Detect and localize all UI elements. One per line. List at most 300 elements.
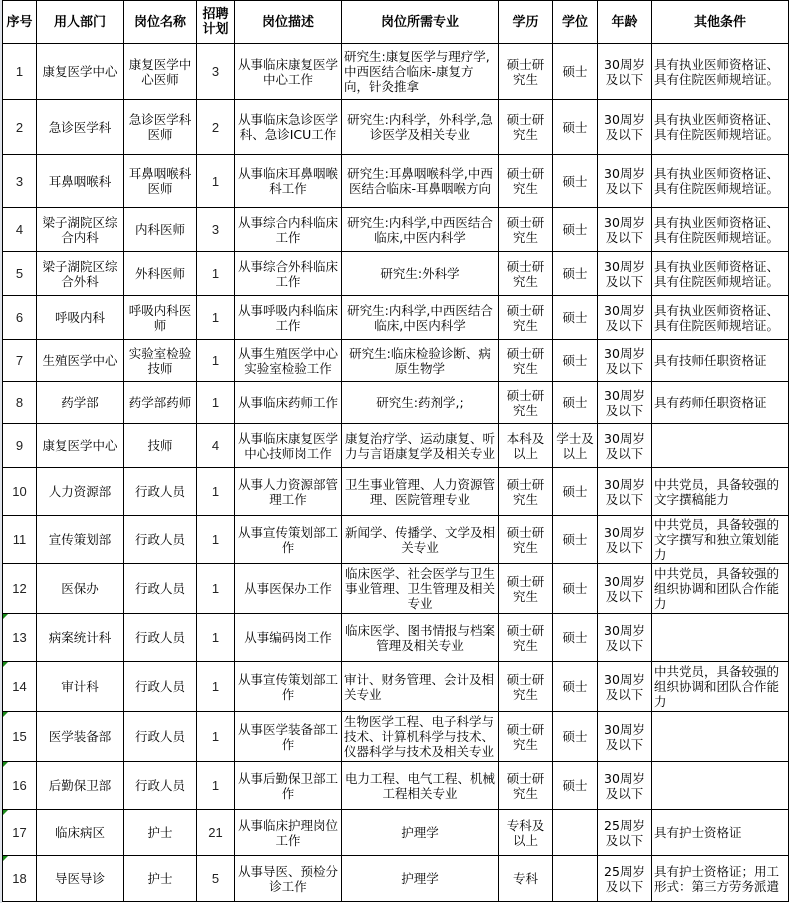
cell-dept[interactable] (37, 424, 124, 468)
cell-other[interactable] (652, 468, 789, 516)
cell-degree[interactable] (553, 296, 598, 340)
cell-desc[interactable] (235, 762, 342, 810)
cell-major-text: 研究生:外科学 (380, 266, 460, 281)
cell-no[interactable] (3, 810, 37, 856)
cell-major[interactable] (342, 252, 499, 296)
cell-major[interactable] (342, 208, 499, 252)
cell-other-text: 具有技师任职资格证 (654, 353, 767, 368)
cell-post-text: 行政人员 (134, 729, 185, 744)
cell-post[interactable] (124, 252, 197, 296)
cell-no[interactable] (3, 208, 37, 252)
cell-degree-text: 硕士 (562, 222, 588, 237)
cell-plan-text: 1 (211, 266, 220, 281)
cell-age-text: 30周岁及以下 (604, 671, 645, 702)
cell-post-text: 呼吸内科医师 (128, 302, 192, 333)
cell-dept[interactable] (37, 856, 124, 902)
cell-plan-text: 1 (211, 581, 220, 596)
table-row (3, 516, 789, 564)
cell-other-text: 具有执业医师资格证、具有住院医师规培证。 (654, 56, 780, 87)
cell-plan[interactable] (197, 516, 235, 564)
cell-major[interactable] (342, 382, 499, 424)
cell-desc-text: 从事临床护理岗位工作 (237, 817, 338, 848)
cell-no[interactable] (3, 382, 37, 424)
cell-major-text: 护理学 (401, 825, 439, 840)
cell-other[interactable] (652, 564, 789, 614)
header-plan: 招聘计划 (197, 1, 235, 44)
cell-other-text: 具有执业医师资格证、具有住院医师规培证。 (654, 166, 780, 196)
cell-plan-text: 1 (211, 532, 220, 547)
cell-post[interactable] (124, 208, 197, 252)
cell-degree[interactable] (553, 762, 598, 810)
cell-plan[interactable] (197, 44, 235, 100)
cell-edu-text: 硕士研究生 (506, 573, 545, 604)
cell-post-text: 行政人员 (134, 778, 185, 793)
cell-other-text: 具有执业医师资格证、具有住院医师规培证。 (654, 214, 780, 245)
cell-dept[interactable] (37, 44, 124, 100)
cell-degree[interactable] (553, 712, 598, 762)
cell-edu-text: 硕士研究生 (506, 721, 545, 752)
cell-plan[interactable] (197, 155, 235, 208)
cell-plan[interactable] (197, 296, 235, 340)
cell-age[interactable] (598, 564, 652, 614)
cell-age[interactable] (598, 516, 652, 564)
cell-desc[interactable] (235, 208, 342, 252)
cell-plan-text: 3 (211, 64, 220, 79)
cell-edu[interactable] (499, 424, 553, 468)
header-post: 岗位名称 (124, 1, 197, 44)
cell-edu[interactable] (499, 614, 553, 662)
cell-degree[interactable] (553, 424, 598, 468)
cell-edu-text: 专科 (512, 871, 538, 886)
cell-major[interactable] (342, 516, 499, 564)
cell-post[interactable] (124, 856, 197, 902)
cell-dept[interactable] (37, 614, 124, 662)
cell-major-text: 护理学 (401, 871, 439, 886)
cell-major[interactable] (342, 155, 499, 208)
cell-age-text: 25周岁及以下 (604, 863, 645, 894)
cell-edu[interactable] (499, 662, 553, 712)
cell-dept[interactable] (37, 208, 124, 252)
cell-major[interactable] (342, 762, 499, 810)
cell-edu[interactable] (499, 296, 553, 340)
cell-dept[interactable] (37, 382, 124, 424)
cell-no[interactable] (3, 340, 37, 382)
cell-degree-text: 硕士 (562, 266, 588, 281)
cell-plan-text: 1 (211, 353, 220, 368)
cell-post[interactable] (124, 155, 197, 208)
cell-edu[interactable] (499, 44, 553, 100)
cell-major[interactable] (342, 614, 499, 662)
cell-degree[interactable] (553, 468, 598, 516)
table-row (3, 44, 789, 100)
cell-post[interactable] (124, 614, 197, 662)
cell-edu[interactable] (499, 516, 553, 564)
cell-plan-text: 1 (211, 630, 220, 645)
cell-age[interactable] (598, 712, 652, 762)
cell-plan[interactable] (197, 382, 235, 424)
cell-post[interactable] (124, 810, 197, 856)
cell-no[interactable] (3, 468, 37, 516)
cell-plan-text: 4 (211, 438, 220, 453)
cell-dept-text: 呼吸内科 (54, 310, 105, 325)
cell-major[interactable] (342, 468, 499, 516)
table-row (3, 468, 789, 516)
cell-degree-text: 硕士 (562, 310, 588, 325)
cell-dept[interactable] (37, 516, 124, 564)
cell-major[interactable] (342, 44, 499, 100)
cell-dept[interactable] (37, 662, 124, 712)
cell-other[interactable] (652, 296, 789, 340)
cell-degree[interactable] (553, 252, 598, 296)
cell-other[interactable] (652, 424, 789, 468)
cell-age[interactable] (598, 155, 652, 208)
cell-desc[interactable] (235, 424, 342, 468)
cell-degree-text: 硕士 (562, 630, 588, 645)
cell-degree[interactable] (553, 155, 598, 208)
cell-edu[interactable] (499, 100, 553, 155)
cell-no[interactable] (3, 44, 37, 100)
cell-dept[interactable] (37, 468, 124, 516)
cell-age-text: 30周岁及以下 (604, 622, 645, 653)
cell-no[interactable] (3, 100, 37, 155)
cell-degree[interactable] (553, 662, 598, 712)
cell-edu[interactable] (499, 155, 553, 208)
cell-age[interactable] (598, 614, 652, 662)
cell-plan[interactable] (197, 762, 235, 810)
cell-post-text: 内科医师 (134, 222, 185, 237)
cell-other[interactable] (652, 100, 789, 155)
cell-desc-text: 从事宣传策划部工作 (237, 671, 338, 702)
cell-desc[interactable] (235, 662, 342, 712)
cell-edu-text: 硕士研究生 (506, 214, 545, 245)
cell-degree-text: 学士及以上 (556, 430, 594, 461)
cell-dept-text: 康复医学中心 (42, 438, 118, 453)
cell-major[interactable] (342, 340, 499, 382)
cell-edu[interactable] (499, 856, 553, 902)
cell-desc-text: 从事人力资源部管理工作 (237, 476, 338, 507)
cell-edu[interactable] (499, 468, 553, 516)
cell-edu[interactable] (499, 810, 553, 856)
cell-major-text: 研究生:内科学,中西医结合临床,中医内科学 (347, 302, 493, 333)
cell-no-text: 7 (15, 353, 24, 368)
cell-desc[interactable] (235, 296, 342, 340)
cell-age[interactable] (598, 208, 652, 252)
cell-major[interactable] (342, 424, 499, 468)
cell-dept[interactable] (37, 252, 124, 296)
cell-other[interactable] (652, 662, 789, 712)
cell-plan[interactable] (197, 614, 235, 662)
cell-desc[interactable] (235, 856, 342, 902)
comment-marker-icon (3, 614, 8, 619)
cell-plan[interactable] (197, 208, 235, 252)
cell-plan[interactable] (197, 252, 235, 296)
cell-desc[interactable] (235, 564, 342, 614)
cell-desc[interactable] (235, 252, 342, 296)
cell-major-text: 康复治疗学、运动康复、听力与言语康复学及相关专业 (344, 430, 495, 461)
cell-desc[interactable] (235, 516, 342, 564)
cell-other[interactable] (652, 712, 789, 762)
cell-plan-text: 1 (211, 778, 220, 793)
cell-major-text: 研究生:内科学,中西医结合临床,中医内科学 (347, 214, 493, 245)
cell-degree[interactable] (553, 382, 598, 424)
cell-desc-text: 从事综合外科临床工作 (237, 258, 338, 289)
cell-other[interactable] (652, 516, 789, 564)
cell-age-text: 30周岁及以下 (604, 387, 645, 418)
cell-degree[interactable] (553, 208, 598, 252)
cell-post-text: 急诊医学科医师 (128, 112, 192, 142)
cell-desc[interactable] (235, 155, 342, 208)
cell-post-text: 实验室检验技师 (128, 345, 192, 376)
cell-no[interactable] (3, 564, 37, 614)
cell-edu-text: 硕士研究生 (506, 345, 545, 376)
cell-degree[interactable] (553, 810, 598, 856)
cell-edu[interactable] (499, 340, 553, 382)
cell-dept[interactable] (37, 155, 124, 208)
cell-other[interactable] (652, 614, 789, 662)
cell-desc[interactable] (235, 712, 342, 762)
cell-age[interactable] (598, 424, 652, 468)
cell-age[interactable] (598, 100, 652, 155)
cell-edu[interactable] (499, 208, 553, 252)
cell-degree[interactable] (553, 340, 598, 382)
cell-post[interactable] (124, 762, 197, 810)
cell-no[interactable] (3, 856, 37, 902)
cell-post-text: 护士 (147, 825, 173, 840)
cell-plan[interactable] (197, 564, 235, 614)
cell-other-text: 中共党员，具备较强的组织协调和团队合作能力 (654, 566, 780, 611)
cell-major[interactable] (342, 100, 499, 155)
cell-dept-text: 梁子湖院区综合外科 (42, 258, 118, 289)
cell-no[interactable] (3, 516, 37, 564)
cell-post-text: 行政人员 (134, 484, 185, 499)
cell-age[interactable] (598, 662, 652, 712)
cell-age[interactable] (598, 762, 652, 810)
cell-no[interactable] (3, 662, 37, 712)
cell-edu-text: 本科及以上 (506, 430, 545, 461)
cell-plan[interactable] (197, 340, 235, 382)
cell-major-text: 审计、财务管理、会计及相关专业 (344, 671, 495, 702)
cell-age[interactable] (598, 810, 652, 856)
cell-desc-text: 从事导医、预检分诊工作 (237, 863, 338, 894)
cell-edu-text: 硕士研究生 (506, 56, 545, 87)
cell-desc-text: 从事临床康复医学中心工作 (237, 56, 338, 87)
cell-no[interactable] (3, 155, 37, 208)
cell-other-text: 中共党员，具备较强的文字撰写和独立策划能力 (654, 517, 780, 562)
cell-desc[interactable] (235, 100, 342, 155)
cell-age[interactable] (598, 340, 652, 382)
cell-degree[interactable] (553, 564, 598, 614)
cell-no[interactable] (3, 712, 37, 762)
cell-dept-text: 医保办 (61, 581, 99, 596)
cell-plan-text: 2 (211, 119, 220, 135)
table-row (3, 296, 789, 340)
cell-plan[interactable] (197, 712, 235, 762)
cell-plan[interactable] (197, 100, 235, 155)
cell-post[interactable] (124, 662, 197, 712)
cell-dept[interactable] (37, 810, 124, 856)
cell-dept-text: 康复医学中心 (42, 64, 118, 79)
cell-no[interactable] (3, 424, 37, 468)
cell-no-text: 16 (12, 778, 27, 793)
comment-marker-icon (3, 712, 8, 717)
cell-dept-text: 病案统计科 (48, 630, 112, 645)
cell-other-text: 中共党员，具备较强的文字撰稿能力 (654, 476, 780, 507)
cell-no[interactable] (3, 762, 37, 810)
cell-major-text: 新闻学、传播学、文学及相关专业 (344, 524, 495, 555)
cell-major-text: 研究生:临床检验诊断、病原生物学 (349, 345, 491, 376)
cell-desc[interactable] (235, 340, 342, 382)
cell-age[interactable] (598, 44, 652, 100)
header-major: 岗位所需专业 (342, 1, 499, 44)
cell-post[interactable] (124, 44, 197, 100)
cell-plan-text: 5 (211, 871, 220, 886)
cell-dept[interactable] (37, 564, 124, 614)
cell-edu[interactable] (499, 564, 553, 614)
cell-plan-text: 1 (211, 729, 220, 744)
cell-other[interactable] (652, 762, 789, 810)
cell-no[interactable] (3, 614, 37, 662)
cell-post[interactable] (124, 516, 197, 564)
cell-other[interactable] (652, 856, 789, 902)
table-row (3, 810, 789, 856)
cell-degree[interactable] (553, 614, 598, 662)
cell-desc[interactable] (235, 44, 342, 100)
cell-other[interactable] (652, 252, 789, 296)
cell-dept[interactable] (37, 340, 124, 382)
cell-post-text: 外科医师 (134, 266, 185, 281)
cell-edu-text: 硕士研究生 (506, 671, 545, 702)
cell-other[interactable] (652, 810, 789, 856)
table-row (3, 762, 789, 810)
cell-plan[interactable] (197, 424, 235, 468)
cell-major-text: 临床医学、图书情报与档案管理及相关专业 (344, 622, 495, 653)
cell-other[interactable] (652, 340, 789, 382)
cell-dept-text: 耳鼻咽喉科 (48, 173, 112, 189)
cell-edu[interactable] (499, 382, 553, 424)
cell-desc[interactable] (235, 382, 342, 424)
cell-other[interactable] (652, 382, 789, 424)
cell-no-text: 5 (15, 266, 24, 281)
cell-dept-text: 导医导诊 (54, 871, 105, 886)
cell-age[interactable] (598, 296, 652, 340)
cell-major[interactable] (342, 296, 499, 340)
cell-post[interactable] (124, 340, 197, 382)
cell-post-text: 行政人员 (134, 581, 185, 596)
cell-no-text: 10 (12, 484, 27, 499)
cell-age[interactable] (598, 856, 652, 902)
cell-edu[interactable] (499, 712, 553, 762)
cell-major[interactable] (342, 564, 499, 614)
cell-no-text: 12 (12, 581, 27, 596)
cell-age-text: 30周岁及以下 (604, 302, 645, 333)
cell-no-text: 15 (12, 729, 27, 744)
cell-no-text: 3 (15, 173, 24, 189)
cell-plan[interactable] (197, 856, 235, 902)
cell-other[interactable] (652, 44, 789, 100)
cell-major[interactable] (342, 856, 499, 902)
cell-post[interactable] (124, 296, 197, 340)
cell-edu[interactable] (499, 762, 553, 810)
cell-other[interactable] (652, 155, 789, 208)
cell-desc-text: 从事生殖医学中心实验室检验工作 (237, 345, 338, 376)
cell-post[interactable] (124, 100, 197, 155)
cell-desc-text: 从事宣传策划部工作 (237, 524, 338, 555)
cell-post[interactable] (124, 564, 197, 614)
cell-dept[interactable] (37, 100, 124, 155)
cell-dept[interactable] (37, 762, 124, 810)
cell-degree-text: 硕士 (562, 532, 588, 547)
cell-degree-text: 硕士 (562, 778, 588, 793)
cell-dept-text: 后勤保卫部 (48, 778, 112, 793)
cell-edu-text: 硕士研究生 (506, 387, 545, 418)
cell-age-text: 30周岁及以下 (604, 112, 645, 142)
cell-plan[interactable] (197, 468, 235, 516)
cell-plan-text: 1 (211, 173, 220, 189)
cell-post-text: 行政人员 (134, 532, 185, 547)
cell-plan[interactable] (197, 662, 235, 712)
header-age: 年龄 (598, 1, 652, 44)
comment-marker-icon (3, 762, 8, 767)
cell-major-text: 研究生:药剂学,; (376, 395, 464, 410)
cell-other[interactable] (652, 208, 789, 252)
cell-post[interactable] (124, 424, 197, 468)
cell-dept-text: 审计科 (61, 679, 99, 694)
cell-post[interactable] (124, 382, 197, 424)
cell-dept-text: 急诊医学科 (48, 119, 112, 135)
table-row (3, 424, 789, 468)
cell-age[interactable] (598, 382, 652, 424)
cell-major[interactable] (342, 662, 499, 712)
cell-post[interactable] (124, 712, 197, 762)
cell-edu-text: 硕士研究生 (506, 258, 545, 289)
cell-no-text: 9 (15, 438, 24, 453)
cell-other-text: 具有药师任职资格证 (654, 395, 767, 410)
cell-no[interactable] (3, 296, 37, 340)
cell-degree[interactable] (553, 856, 598, 902)
cell-plan[interactable] (197, 810, 235, 856)
cell-degree[interactable] (553, 44, 598, 100)
cell-dept-text: 宣传策划部 (48, 532, 112, 547)
cell-desc[interactable] (235, 614, 342, 662)
cell-degree[interactable] (553, 100, 598, 155)
cell-dept[interactable] (37, 296, 124, 340)
cell-major[interactable] (342, 810, 499, 856)
cell-post[interactable] (124, 468, 197, 516)
cell-no-text: 17 (12, 825, 27, 840)
cell-dept[interactable] (37, 712, 124, 762)
cell-post-text: 行政人员 (134, 679, 185, 694)
cell-age[interactable] (598, 252, 652, 296)
cell-age-text: 25周岁及以下 (604, 817, 645, 848)
table-row (3, 662, 789, 712)
cell-major[interactable] (342, 712, 499, 762)
cell-desc[interactable] (235, 810, 342, 856)
cell-age-text: 30周岁及以下 (604, 345, 645, 376)
header-other: 其他条件 (652, 1, 789, 44)
cell-no[interactable] (3, 252, 37, 296)
cell-age-text: 30周岁及以下 (604, 721, 645, 752)
cell-age-text: 30周岁及以下 (604, 524, 645, 555)
table-row (3, 614, 789, 662)
cell-age[interactable] (598, 468, 652, 516)
cell-edu[interactable] (499, 252, 553, 296)
table-row (3, 564, 789, 614)
cell-age-text: 30周岁及以下 (604, 166, 645, 196)
cell-degree-text: 硕士 (562, 679, 588, 694)
cell-degree[interactable] (553, 516, 598, 564)
table-row (3, 382, 789, 424)
cell-desc[interactable] (235, 468, 342, 516)
